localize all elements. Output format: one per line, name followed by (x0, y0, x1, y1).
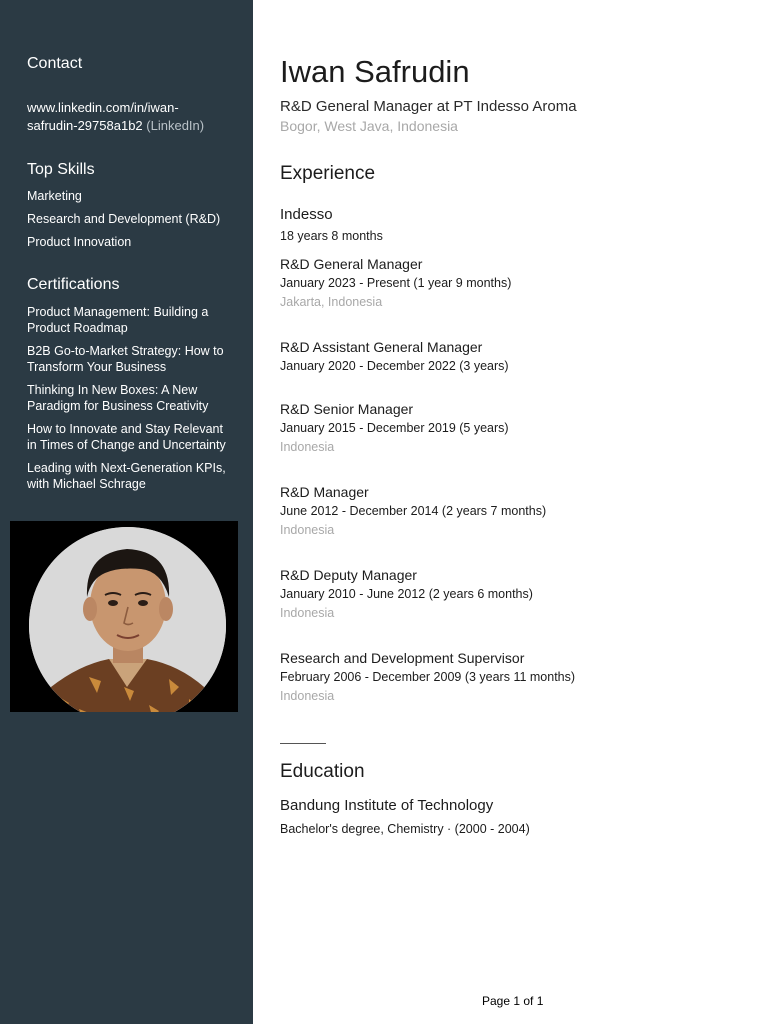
avatar (29, 527, 226, 712)
degree-details: Bachelor's degree, Chemistry · (2000 - 2004) (280, 822, 530, 836)
certification-item (27, 460, 247, 492)
role-dates: February 2006 - December 2009 (3 years 11 months) (280, 670, 576, 684)
role-dates: June 2012 - December 2014 (2 years 7 months) (280, 504, 547, 518)
role-title: Research and Development Supervisor (280, 650, 525, 666)
education-heading: Education (280, 761, 365, 782)
role-location: Indonesia (280, 689, 335, 703)
certification-line: B2B Go-to-Market Strategy: How to (27, 344, 224, 358)
role-location: Indonesia (280, 523, 335, 537)
linkedin-link[interactable] (27, 99, 247, 135)
certifications-heading: Certifications (27, 276, 120, 293)
certification-line: Product Management: Building a (27, 305, 209, 319)
company-name: Indesso (280, 206, 333, 223)
linkedin-url-line2: safrudin-29758a1b2 (27, 118, 143, 133)
linkedin-url-line1: www.linkedin.com/in/iwan- (27, 100, 179, 115)
certification-item (27, 343, 247, 375)
section-divider (280, 743, 326, 744)
profile-name: Iwan Safrudin (280, 54, 470, 89)
certification-line: with Michael Schrage (27, 477, 146, 491)
role-location: Jakarta, Indonesia (280, 295, 383, 309)
company-duration: 18 years 8 months (280, 229, 383, 243)
role-dates: January 2020 - December 2022 (3 years) (280, 359, 509, 373)
certification-line: Thinking In New Boxes: A New (27, 383, 198, 397)
certification-line: in Times of Change and Uncertainty (27, 438, 226, 452)
page-number: Page 1 of 1 (482, 994, 544, 1008)
top-skills-heading: Top Skills (27, 161, 95, 178)
certification-line: Product Roadmap (27, 321, 128, 335)
certification-line: How to Innovate and Stay Relevant (27, 422, 223, 436)
portrait-illustration (29, 527, 226, 712)
experience-heading: Experience (280, 163, 376, 184)
role-dates: January 2010 - June 2012 (2 years 6 months) (280, 587, 533, 601)
profile-location: Bogor, West Java, Indonesia (280, 118, 458, 134)
role-location: Indonesia (280, 440, 335, 454)
school-name: Bandung Institute of Technology (280, 797, 494, 814)
certification-line: Paradigm for Business Creativity (27, 399, 209, 413)
certification-item (27, 304, 247, 336)
certification-item (27, 382, 247, 414)
sidebar (0, 0, 253, 1024)
role-dates: January 2023 - Present (1 year 9 months) (280, 276, 512, 290)
contact-heading: Contact (27, 55, 83, 72)
linkedin-suffix: (LinkedIn) (146, 118, 205, 133)
main-content (280, 0, 750, 1024)
profile-photo-frame (10, 521, 238, 712)
skill-item: Research and Development (R&D) (27, 212, 221, 226)
role-title: R&D Manager (280, 484, 369, 500)
skill-item: Marketing (27, 189, 82, 203)
certification-line: Leading with Next-Generation KPIs, (27, 461, 226, 475)
profile-headline: R&D General Manager at PT Indesso Aroma (280, 98, 577, 115)
role-title: R&D General Manager (280, 256, 423, 272)
certification-line: Transform Your Business (27, 360, 167, 374)
skill-item: Product Innovation (27, 235, 132, 249)
role-title: R&D Assistant General Manager (280, 339, 483, 355)
role-location: Indonesia (280, 606, 335, 620)
role-title: R&D Deputy Manager (280, 567, 417, 583)
role-dates: January 2015 - December 2019 (5 years) (280, 421, 509, 435)
role-title: R&D Senior Manager (280, 401, 414, 417)
certification-item (27, 421, 247, 453)
